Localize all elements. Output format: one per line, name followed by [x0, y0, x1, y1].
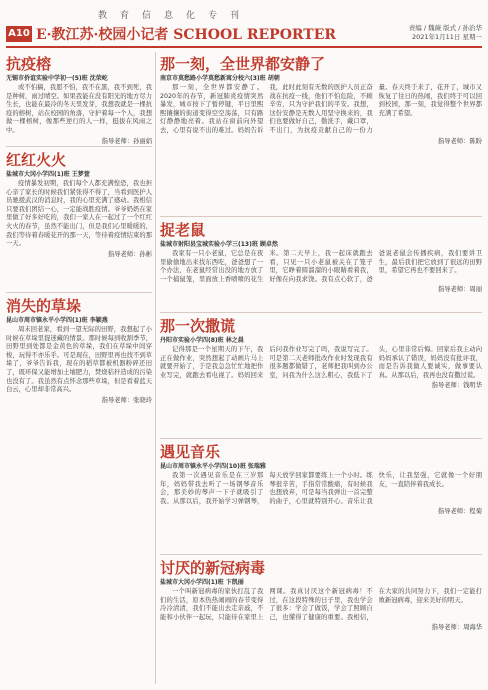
article-byline: 盐城市大冈小学四(1)班 卞凯丽: [160, 579, 244, 586]
divider: [160, 312, 482, 313]
masthead: E·教江苏·校园小记者 SCHOOL REPORTER: [36, 27, 337, 43]
article-body: 记得那是一个星期天的下午，我正在做作业，突然想起了动画片马上就要开始了，于是我急急忙忙地把作业写完，就跑去看电视了。妈妈回来后问我作业写完了吗，我说写完了。可是第二天老师批改作业时发现我有很多题都做错了，老师把我叫到办公室，问我为什么这么粗心，我低下了头，心里非常后悔。回家后我主动向妈妈承认了错误，妈妈没有批评我，而是告诉我做人要诚实，做事要认真。从那以后，我再也没有撒过谎。: [160, 346, 482, 379]
article-title: 那一刻，全世界都安静了: [160, 55, 326, 73]
article-nayike-quanshijie: [160, 54, 482, 214]
article-body: 我家有一只小老鼠，它总是在夜里偷偷地出来找东西吃，爸爸想了一个办法，在老鼠经常出没的地方放了一个捕鼠笼，里面放上香喷喷的花生米。第二天早上，我一起床就跑去看，只见一只小老鼠被关在了笼子里，它睁着圆溜溜的小眼睛看着我，好像在向我求饶。我有点心软了，爸爸说老鼠会传播疾病，我们要讲卫生，最后我们把它放到了很远的田野里，希望它再也不要回来了。: [160, 250, 482, 283]
article-tutor: 指导老师：程菊: [437, 508, 482, 516]
article-byline: 盐城市射阳县宝城实验小学三(13)班 顾卓然: [160, 241, 278, 248]
article-nayici-sahuang: [160, 316, 482, 436]
header-info: [409, 24, 482, 42]
article-xiaoshidecaoduo: [6, 296, 152, 684]
article-tutor: 指导老师：孙彬: [107, 250, 152, 258]
divider: [6, 292, 152, 293]
article-taoyan-bingdu: [160, 558, 482, 684]
article-title: 消失的草垛: [6, 297, 82, 315]
article-body: 疫情暴发初期，我们每个人都充满惶恐，我也担心亲了家长的时候我们紧张得不得了，当看到医护人员驰援武汉的消息时，我的心里充满了感动。我相信只要我们团结一心，一定能战胜疫情。爷爷奶奶在家里做了好多好吃的，我们一家人在一起过了一个红红火火的春节，虽然不能出门，但是我们心里暖暖的，我们等待着春暖花开的那一天，等待着疫情结束的那一天。: [6, 180, 152, 248]
article-title: 那一次撒谎: [160, 317, 236, 335]
article-body: 一个叫新冠病毒的家伙打乱了我们的生活，原本热热闹闹的春节变得冷冷清清，我们不能出去走亲戚，不能和小伙伴一起玩，只能待在家里上网课。我真讨厌这个新冠病毒！不过，在这段特殊的日子里，我也学会了很多：学会了做饭，学会了照顾自己，也懂得了健康的重要。我相信，在大家的共同努力下，我们一定能打败新冠病毒，迎来美好的明天。: [160, 588, 482, 621]
article-title: 红红火火: [6, 151, 67, 169]
page-header: [6, 24, 482, 46]
article-title: 抗疫榕: [6, 55, 52, 73]
article-tutor: 指导老师：孙丽娟: [101, 137, 152, 144]
article-body: 或不怕稿，我愿不怕，我不在黑，我不到死，我是种树，雨过晴空。如果我能在没有阳光的地方尽力生长，也能在最冷的冬天里发芽，我想我就是一棵抗疫的榕树，站在校园的角落，守护着每一个人，我想做一棵榕树，像那些逆行的人一样，挺拔在风雨之中。: [6, 84, 152, 134]
article-byline: 无锡市侨谊实验中学初一(5)班 沈荣屹: [6, 75, 108, 82]
column-divider: [155, 52, 156, 684]
article-body: 我第一次遇见音乐是在三岁那年，妈妈带我去听了一场钢琴音乐会，那美妙的琴声一下子就吸引了我。从那以后，我开始学习弹钢琴，每天放学回家都要练上一个小时。练琴很辛苦，手指常常酸痛，有时候我也想放弃，可是每当我弹出一首完整的曲子，心里就特别开心。音乐让我快乐，让我坚强，它就像一个好朋友，一直陪伴着我成长。: [160, 472, 482, 505]
article-body: 周末回老家，看到一望无际的田野，我想起了小时候在草垛里捉迷藏的情景。那时候每到收割季节，田野里到处都是金黄色的草垛，我们在草垛中间穿梭，玩得不亦乐乎。可是现在，田野里再也找不到草垛了，爷爷告诉我，现在的稻草都被机器粉碎还田了，既环保又能增加土壤肥力，焚烧秸秆造成的污染也没有了。我虽然有点怀念那些草垛，但是看着蓝天白云，心里却非常高兴。: [6, 326, 152, 394]
article-byline: 丹阳市实验小学四(8)班 林之晨: [160, 337, 244, 344]
article-byline: 昆山市周市镇永平小学四(10)班 张瑞雅: [160, 463, 266, 470]
divider: [6, 146, 152, 147]
article-kangyirong: [6, 54, 152, 144]
article-body: 那一刻，全世界都安静了。2020年的春节，新冠肺炎疫情突然暴发，城市按下了暂停键，平日里熙熙攘攘的街道变得空空荡荡，只有路灯静静地亮着。我站在窗前向外望去，心里有说不出的难过。妈妈告诉我，此时此刻有无数的医护人员正奋战在抗疫一线，他们不怕危险，不顾辛劳，只为守护我们的平安。我想，这份安静是无数人用坚守换来的，我们也要做好自己，勤洗手，戴口罩，不出门，为抗疫贡献自己的一份力量。春天终于来了，花开了，城市又恢复了往日的热闹，我们终于可以回到校园，那一刻，我觉得整个世界都充满了希望。: [160, 84, 482, 134]
article-tutor: 指导老师：周丽: [437, 286, 482, 294]
divider: [160, 554, 482, 555]
article-tutor: 指导老师：周海华: [431, 624, 482, 632]
divider: [160, 438, 482, 439]
article-tutor: 指导老师：钱明华: [431, 382, 482, 390]
top-banner: 教育信息化专刊: [98, 11, 253, 21]
article-title: 讨厌的新冠病毒: [160, 559, 266, 577]
article-title: 捉老鼠: [160, 221, 206, 239]
article-tutor: 指导老师：张晓玲: [101, 396, 152, 404]
page-number: A10: [6, 26, 32, 42]
header-rule: [6, 46, 482, 48]
issue-date: 2021年1月11日 星期一: [411, 33, 482, 41]
article-honghonghuohuo: [6, 150, 152, 290]
article-tutor: 指导老师：陈盼: [437, 137, 482, 145]
article-zhuolaoshu: [160, 220, 482, 310]
article-byline: 盐城市大冈小学四(1)班 王梦萱: [6, 171, 90, 178]
article-byline: 昆山市周市镇永平小学四(1)班 李颖燕: [6, 317, 108, 324]
divider: [160, 216, 482, 217]
editor-credits: 责编 / 魏薇 版式 / 孙治华: [408, 24, 482, 32]
article-yujian-yinyue: [160, 442, 482, 552]
article-title: 遇见音乐: [160, 443, 221, 461]
article-byline: 南京市莫愁路小学莫愁新寓分校六(3)班 胡朝: [160, 75, 280, 82]
